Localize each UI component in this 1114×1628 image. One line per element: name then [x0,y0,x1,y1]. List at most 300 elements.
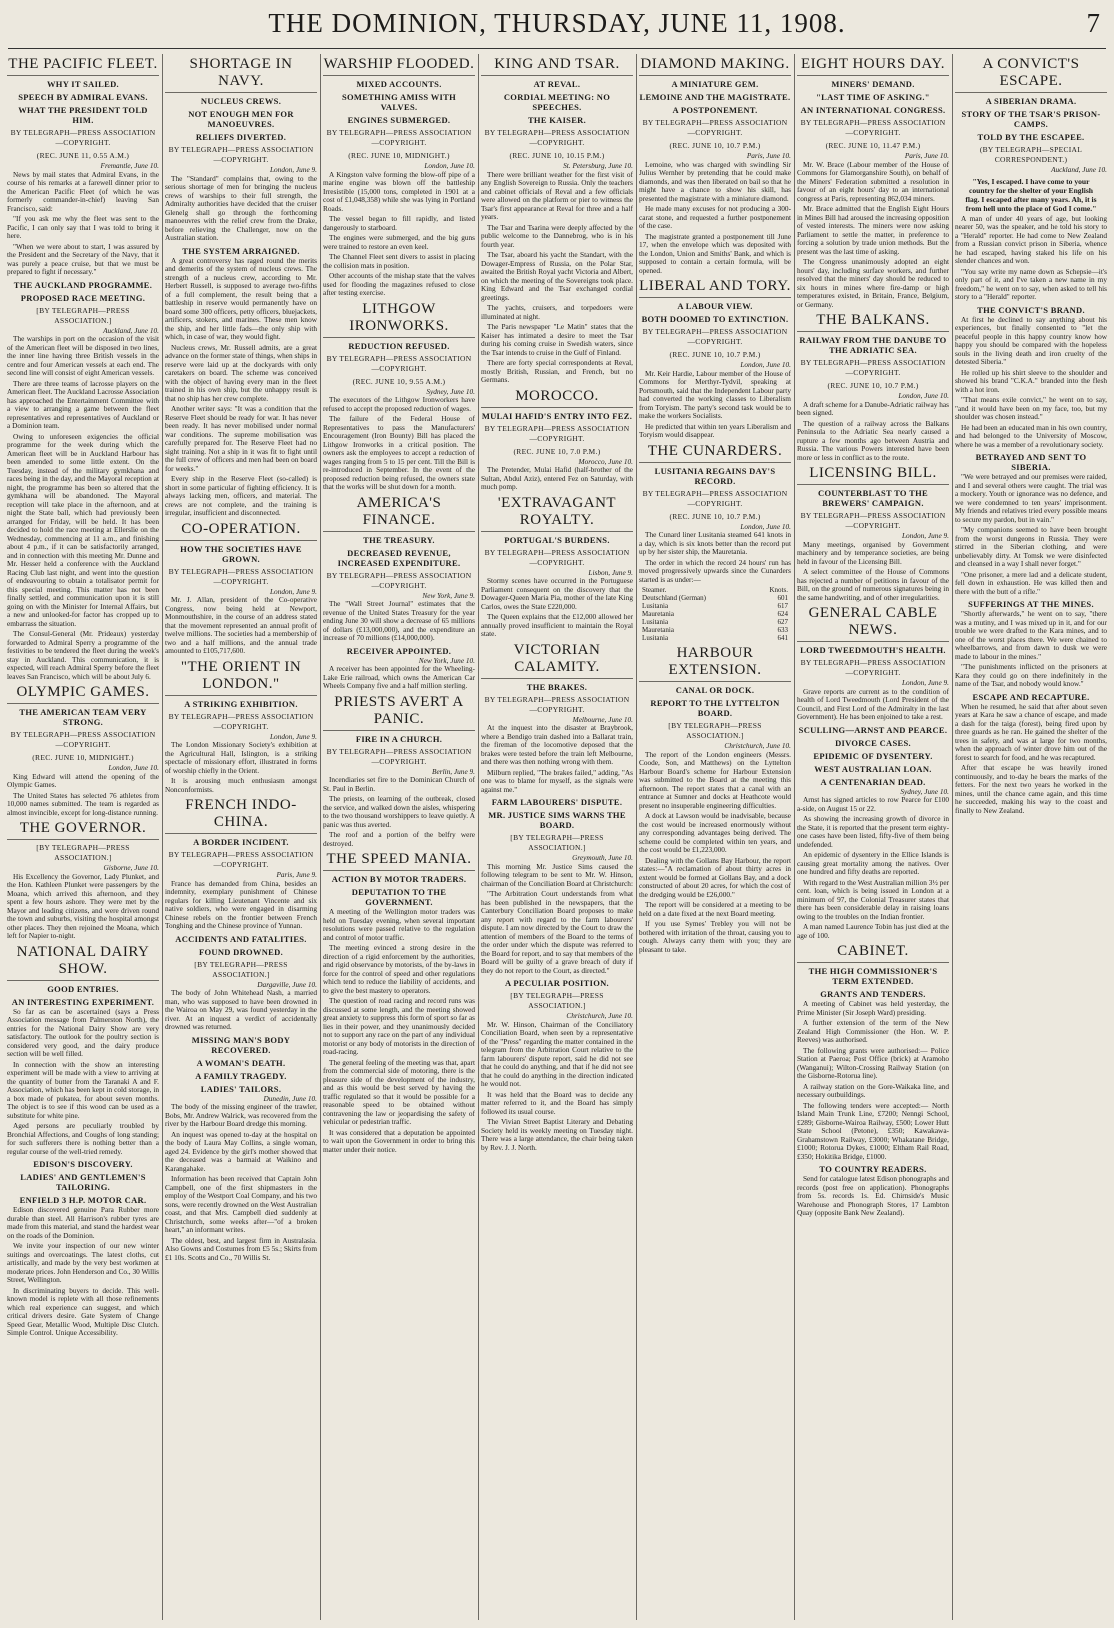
paragraph: There are three teams of lacrosse players on the American fleet. The Auckland Lacrosse Association has approached the Entertainment Committee with a view to arranging a game between the fleet representatives and representatives of Auckland or a Dominion team. [7,378,159,430]
deck-heading: RAILWAY FROM THE DANUBE TO THE ADRIATIC SEA. [799,335,947,355]
paragraph: Mr. Keir Hardie, Labour member of the House of Commons for Merthyr-Tydvil, speaking at Portsmouth, said that the Independent Labour party had converted the working classes to Liberalism from Toryism. The party's second task would be to make the workers Socialists. [639,368,791,420]
table-cell: 601 [777,594,788,602]
received-time: (REC. JUNE 10, 9.55 A.M.) [352,376,446,386]
deck-heading: REPORT TO THE LYTTELTON BOARD. [650,698,780,718]
article [797,56,949,309]
paragraph: The order in which the record 24 hours' run has moved progressively upwards since the Cunarders started is as under:— [639,557,791,584]
paragraph: The Channel Fleet sent divers to assist in placing the collision mats in position. [323,252,475,270]
column-rule [952,54,953,1620]
byline: [BY TELEGRAPH—PRESS ASSOCIATION.] [510,833,604,852]
dateline: Auckland, June 10. [1051,165,1107,174]
byline: BY TELEGRAPH—PRESS ASSOCIATION—COPYRIGHT. [326,570,472,590]
deck-heading: SUFFERINGS AT THE MINES. [968,599,1094,609]
headline: MOROCCO. [481,388,633,408]
article [955,692,1107,816]
deck-heading: THE CONVICT'S BRAND. [977,304,1085,315]
paragraph: "That means exile convict," he went on to say, "and it would have been on my face, too, but my shoulder was chosen instead." [955,395,1107,421]
byline: BY TELEGRAPH—PRESS ASSOCIATION—COPYRIGHT. [642,488,788,508]
column-1 [4,54,162,1624]
paragraph: "The Arbitration Court understands from what has been published in the newspapers, that the Canterbury Conciliation Board proposes to make any report with regard to the farm labourers' dispute. I am now directed by the Court to draw the attention of members of the Board to the terms of the order under which the dispute was referred to the Board for report, and to say that members of the Board will be guilty of a grave breach of duty if they do not report to the Court, as directed." [481,889,633,975]
paragraph: A meeting of Cabinet was held yesterday, the Prime Minister (Sir Joseph Ward) presiding. [797,999,949,1017]
byline: [BY TELEGRAPH—PRESS ASSOCIATION.] [510,991,604,1010]
byline: [BY TELEGRAPH—PRESS ASSOCIATION.] [36,843,130,862]
column-4 [478,54,636,1624]
article [955,56,1107,302]
paragraph: "When we were about to start, I was assured by the President and the Secretary of the Navy, that it was purely a peace cruise, but that we must be prepared to fight if necessary." [7,241,159,276]
dateline: Christchurch, June 10. [566,1011,633,1020]
deck-heading: FIRE IN A CHURCH. [355,733,443,744]
deck-heading: COUNTERBLAST TO THE BREWERS' CAMPAIGN. [818,488,928,508]
paragraph: The question of a railway across the Balkans Peninsula to the Adriatic Sea nearly caused a rupture a few months ago between Austria and Russia. The various Powers interested have been more or less in conflict as to the route. [797,418,949,462]
article [165,797,317,931]
masthead [0,0,1114,52]
paragraph: King Edward will attend the opening of the Olympic Games. [7,771,159,789]
paragraph: The Paris newspaper "Le Matin" states that the Kaiser has intimated a desire to meet the Tsar during his coming cruise in Swedish waters, since the Tsar intends to cruise in the Gulf of Finland. [481,322,633,357]
paragraph: The Tsar and Tsarina were deeply affected by the public welcome to the Dannebrog, who is in his fourth year. [481,222,633,249]
deck-heading: A BORDER INCIDENT. [193,837,289,847]
paragraph: The engines were submerged, and the big guns were trained to restore an even keel. [323,233,475,251]
article [797,312,949,462]
deck-heading: SOMETHING AMISS WITH VALVES. [341,92,456,112]
deck-heading: GOOD ENTRIES. [47,983,119,994]
article [955,452,1107,596]
deck-heading: CANAL OR DOCK. [675,685,755,695]
dateline: London, June 10. [424,161,475,170]
deck-heading: THE KAISER. [527,115,587,125]
paragraph: "My companions seemed to have been brought from the worst dungeons in Russia. They were stirred in the Siberian clothing, and were unbelievably dirty. At Tomsk we were disinfected and cleansed in a way I shall never forget." [955,525,1107,568]
paragraph: The roof and a portion of the belfry were destroyed. [323,830,475,848]
deck-heading: ENFIELD 3 H.P. MOTOR CAR. [19,1195,147,1205]
dateline: Melbourne, June 10. [572,714,633,724]
paragraph: His Excellency the Governor, Lady Plunket, and the Hon. Kathleen Plunket were passengers by the Moana, which arrived this afternoon, and they spent a few hours ashore. They were met by the Mayor and leading citizens, and were driven round the town and suburbs, visiting the hospital amongst other places. They then rejoined the Moana, which left for Napier to-night. [7,871,159,940]
dateline: London, June 9. [901,531,949,540]
paragraph: So far as can be ascertained (says a Press Association message from Palmerston North), the entries for the National Dairy Show are very satisfactory. The outlook for the poultry section is considered very good, and the dairy produce section will be well filled. [7,1006,159,1058]
column-2 [162,54,320,1624]
deck-heading: LORD TWEEDMOUTH'S HEALTH. [800,645,946,655]
deck-heading: WHAT THE PRESIDENT TOLD HIM. [18,105,148,125]
deck-heading: A LABOUR VIEW. [677,301,753,311]
table-cell: Lusitania [642,618,669,626]
deck-heading: A SIBERIAN DRAMA. [985,96,1077,106]
paragraph: "You say write my name down as Schepsie—it's only part of it, and I've taken a new name in my freedom," he went on to say, when asked to tell his story to a "Herald" reporter. [955,266,1107,301]
paragraph: In discriminating buyers to decide. This well-known model is replete with all those refinements which real experience can suggest, and which critical drivers desire. Gate System of Change Speed Gear, Metallic Wood, Multiple Disc Clutch. Simple Control. Unique Accessibility. [7,1285,159,1337]
paragraph: The meeting evinced a strong desire in the direction of a rigid enforcement by the authorities, and rigid observance by motorists, of the by-laws in force for the control of speed and other regulations which tend to reduce the liability of accidents, and to give the best mastery to operators. [323,943,475,995]
paragraph: The "Wall Street Journal" estimates that the revenue of the United States Treasury for the year ending June 30 will show a decrease of 65 millions of dollars (£13,000,000), and the expenditure an increase of 70 millions (£14,000,000). [323,599,475,642]
article [323,495,475,643]
deck-heading: TOLD BY THE ESCAPEE. [977,132,1085,142]
paragraph: The question of road racing and record runs was discussed at some length, and the meeting showed great anxiety to suppress this form of sport so far as lies in their power, and they unanimously decided not to support any race on the part of any individual motorist or any body of motorists in the direction of road-racing. [323,996,475,1056]
deck-heading: NUCLEUS CREWS. [200,96,282,106]
deck-heading: EPIDEMIC OF DYSENTERY. [813,750,933,761]
paragraph: It is arousing much enthusiasm amongst Nonconformists. [165,776,317,794]
paragraph: A draft scheme for a Danube-Adriatic railway has been signed. [797,399,949,417]
deck-heading: LADIES' TAILORS. [200,1083,282,1094]
paragraph: The Consul-General (Mr. Prideaux) yesterday forwarded to Admiral Sperry a programme of the festivities to be tendered the fleet during the week's stay in Auckland. This communication, it is expected, will reach Admiral Sperry before the fleet leaves San Francisco, which will be about July 6. [7,629,159,681]
paragraph: Mr. Brace admitted that the English Eight Hours in Mines Bill had aroused the increasing opposition of vested interests. The miners were now asking Parliament to settle the matter, in preference to forcing a solution by trade union methods. But the present was the last time of asking. [797,204,949,256]
paragraph: An epidemic of dysentery in the Ellice Islands is causing great mortality among the natives. Over one hundred and fifty deaths are reported. [797,850,949,876]
deck-heading: FARM LABOURERS' DISPUTE. [491,797,623,807]
paragraph: At first he declined to say anything about his experiences, but finally consented to "let the peaceful people in this happy country know how happy you should be compared with the hopeless souls in the living death and iron cruelty of the detested Siberia." [955,314,1107,366]
deck-heading: SCULLING—ARNST AND PEARCE. [798,724,948,735]
table-cell: 627 [777,618,788,626]
headline: GENERAL CABLE NEWS. [797,605,949,642]
received-time: (REC. JUNE 10, 10.7 P.M.) [669,141,761,150]
deck-heading: A PECULIAR POSITION. [504,978,609,988]
byline: BY TELEGRAPH—PRESS ASSOCIATION—COPYRIGHT. [10,730,156,749]
article [323,851,475,1154]
deck-heading: MULAI HAFID'S ENTRY INTO FEZ. [481,410,633,421]
table-cell: 624 [777,610,788,618]
dateline: Gisborne, June 10. [103,863,159,872]
deck-heading: THE SYSTEM ARRAIGNED. [182,245,300,256]
dateline: New York, June 9. [422,590,475,600]
deck-heading: LEMOINE AND THE MAGISTRATE. [639,92,791,102]
received-time: (REC. JUNE 10, MIDNIGHT.) [348,151,450,160]
deck-heading: WEST AUSTRALIAN LOAN. [814,763,932,774]
headline: DIAMOND MAKING. [639,56,791,76]
table-row [642,594,788,602]
deck-heading: AN INTERNATIONAL CONGRESS. [800,105,946,115]
deck-heading: THE BRAKES. [526,681,588,692]
paragraph: There are forty special correspondents at Reval, mostly British, Russian, and French, but no Germans. [481,358,633,384]
paragraph: It was held that the Board was to decide any matter referred to it, and the Board has simply followed its usual course. [481,1089,633,1116]
article [481,388,633,492]
dateline: Paris, June 9. [276,870,317,879]
table-cell: Lusitania [642,634,669,642]
paragraph: With regard to the West Australian million 3½ per cent. loan, which is being issued in London at a minimum of 97, the Colonial Treasurer states that there has been considerable delay in raising loans owing to the troubles on the Indian frontier. [797,877,949,921]
article [7,1159,159,1338]
paragraph: At the inquest into the disaster at Braybrook, where a Bendigo train dashed into a Ballarat train, the fireman of the locomotive deposed that the brakes were tested before the train left Melbourne, and there was then nothing wrong with them. [481,723,633,766]
paragraph: "If you ask me why the fleet was sent to the Pacific, I can only say that I was told to bring it here. [7,214,159,240]
column-7 [952,54,1110,1624]
dateline: Dargaville, June 10. [257,979,317,989]
column-rule [478,54,479,1620]
article [165,659,317,795]
masthead-title: THE DOMINION, THURSDAY, JUNE 11, 1908. [268,8,846,38]
byline: BY TELEGRAPH—PRESS ASSOCIATION—COPYRIGHT. [326,128,472,147]
deck-heading: MR. JUSTICE SIMS WARNS THE BOARD. [488,810,626,830]
deck-heading: DECREASED REVENUE, INCREASED EXPENDITURE. [337,547,461,568]
headline: OLYMPIC GAMES. [7,684,159,704]
headline: WARSHIP FLOODED. [323,56,475,76]
paragraph: This morning Mr. Justice Sims caused the following telegram to be sent to Mr. W. Hinson, chairman of the Conciliation Board at Christchurch: [481,861,633,888]
deck-heading: STORY OF THE TSAR'S PRISON-CAMPS. [961,109,1101,129]
article [323,694,475,849]
dateline: St. Petersburg, June 10. [563,161,633,170]
headline: NATIONAL DAIRY SHOW. [7,944,159,981]
paragraph: Dealing with the Gollans Bay Harbour, the report states:—"A reclamation of about thirty acres in extent would be formed at Gollans Bay, and a dock constructed of about 20 acres, for which the cost of the dredging would be £26,000." [639,855,791,899]
deck-heading: RELIEFS DIVERTED. [195,132,287,142]
deck-heading: MIXED ACCOUNTS. [356,79,442,89]
paragraph: The magistrate granted a postponement till June 17, when the envelope which was deposited with the London, Union and Smiths' Bank, and which is supposed to contain a certain formula, will be opened. [639,231,791,275]
headline: KING AND TSAR. [481,56,633,76]
dateline: Dunedin, June 10. [263,1093,317,1103]
paragraph: A great controversy has raged round the merits and demerits of the system of nucleus crews. The strength of a nucleus crew, according to Mr. Herbert Russell, is supposed to average two-fifths of a full complement, the result being that a battleship in reserve would permanently have on board some 300 officers, petty officers, bluejackets, artificers, stokers, and marines. These men know the ship, and her little fads—the only ship with which, in case of war, they would fight. [165,255,317,341]
paragraph: A dock at Lawson would be inadvisable, because the cost would be increased enormously without any corresponding advantages being derived. The scheme could be completed within ten years, and the cost would be £1,223,000. [639,811,791,854]
table-cell: 617 [777,602,788,610]
pull-quote: "Yes, I escaped. I have come to your country for the shelter of your English flag. I escaped after many years. Ah, it is from hell unto the place of God I come." [965,176,1097,213]
byline: BY TELEGRAPH—PRESS ASSOCIATION—COPYRIGHT. [800,118,946,137]
deck-heading: CORDIAL MEETING: NO SPEECHES. [503,92,611,112]
deck-heading: REDUCTION REFUSED. [348,340,450,351]
paragraph: Milburn replied, "The brakes failed," adding, "As one was to blame for myself, as the signals were against me." [481,767,633,794]
paragraph: Grave reports are current as to the condition of health of Lord Tweedmouth (Lord President of the Council, and First Lord of the Admiralty in the last Government). He has been enjoined to take a rest. [797,686,949,721]
column-6 [794,54,952,1624]
paragraph: The executors of the Lithgow Ironworkers have refused to accept the proposed reduction of wages. [323,395,475,413]
article [639,645,791,954]
article [323,56,475,298]
byline: BY TELEGRAPH—PRESS ASSOCIATION—COPYRIGHT. [484,694,630,714]
dateline: London, June 9. [269,586,317,596]
deck-heading: ACCIDENTS AND FATALITIES. [175,933,307,944]
masthead-rule [8,48,1106,49]
headline: LITHGOW IRONWORKS. [323,301,475,338]
dateline: Fremantle, June 10. [100,161,159,170]
deck-heading: BOTH DOOMED TO EXTINCTION. [641,314,789,324]
dateline: Lisbon, June 9. [588,567,633,577]
byline: BY TELEGRAPH—PRESS ASSOCIATION—COPYRIGHT. [326,353,472,373]
paragraph: The Cunard liner Lusitania steamed 641 knots in a day, which is six knots better than the record put up by her sister ship, the Mauretania. [639,530,791,556]
paragraph: The London Missionary Society's exhibition at the Agricultural Hall, Islington, is a striking spectacle of missionary effort, illustrated in forms of worship chiefly in the Orient. [165,740,317,775]
byline: BY TELEGRAPH—PRESS ASSOCIATION—COPYRIGHT. [484,423,630,443]
byline: [BY TELEGRAPH—PRESS ASSOCIATION.] [194,959,288,979]
paragraph: The Vivian Street Baptist Literary and Debating Society held its weekly meeting on Tuesday night. There was a large attendance, the chair being taken by Rev. J. J. North. [481,1117,633,1152]
paragraph: Mr. W. Hinson, Chairman of the Conciliatory Conciliation Board, when seen by a representative of the "Press" regarding the matter contained in the telegram from the Arbitration Court relative to the farm labourers' dispute report, said he did not see that he could do anything, and that if he did not see that he could do anything in the direction indicated he would not. [481,1019,633,1088]
table-row [642,602,788,610]
paragraph: The following grants were authorised:— Police Station at Paeroa; Post Office (brick) at Aramoho (Wanganui); Wilton-Crossing Railway Station (on the Gisborne-Rotorua line). [797,1045,949,1080]
column-rule [320,54,321,1620]
deck-heading: MISSING MAN'S BODY RECOVERED. [191,1034,291,1055]
paragraph: Lemoine, who was charged with swindling Sir Julius Wernher by pretending that he could make diamonds, and was then liberated on bail so that he might have a chance to show his skill, has presented the magistrate with a miniature diamond. [639,159,791,203]
dateline: London, June 10. [108,763,159,772]
article [165,246,317,518]
dateline: London, June 9. [269,165,317,174]
dateline: London, June 10. [898,391,949,400]
article [797,725,949,941]
paragraph: It was considered that a deputation be appointed to wait upon the Government in order to bring this matter under their notice. [323,1127,475,1154]
deck-heading: A CENTENARIAN DEAD. [820,776,926,787]
paragraph: Edison discovered genuine Para Rubber more durable than steel. All Harrison's rubber tyres are made from this material, and stand the hardest wear on the roads of the Dominion. [7,1205,159,1240]
paragraph: A meeting of the Wellington motor traders was held on Tuesday evening, when several important resolutions were passed relative to the regulation and control of motor traffic. [323,907,475,942]
deck-heading: AT REVAL. [533,79,581,89]
deck-heading: A MINIATURE GEM. [671,79,759,89]
article [481,797,633,975]
headline: THE BALKANS. [797,312,949,332]
paragraph: There were brilliant weather for the first visit of any English Sovereign to Russia. Only the teachers and cabinet officials of Reval and a few officials were allowed on the platform or pier to witness the Tsar's first appearance at Reval for three and a half years. [481,169,633,221]
article [639,443,791,643]
deck-heading: FOUND DROWNED. [198,946,283,957]
paragraph: Owing to unforeseen exigencies the official programme for the week during which the American fleet will be in Auckland Harbour has been amended to some little extent. On the Tuesday, instead of the military gymkhana and races being in the day, and the Mayoral reception at night, the programme has been so altered that the gymkhana will be abandoned. The Mayoral reception will take place in the afternoon, and at night the State ball, which had previously been arranged for Friday, will be held. It has been decided to hold the race meeting at Ellerslie on the Wednesday, commencing at 11 a.m., and finishing about 4 p.m., if it can be satisfactorily arranged, and in connection with this meeting Mr. Dunne and Mr. Hesser held a conference with the Auckland Racing Club last night, and went into the question of endeavouring to obtain a totalisator permit for this special meeting. This matter has not been finally settled, and communication upon it is still going on with the Minister for Internal Affairs, but a new and unlooked-for factor has cropped up to embarrass the situation. [7,431,159,628]
article [797,465,949,602]
byline: BY TELEGRAPH—PRESS ASSOCIATION—COPYRIGHT. [10,128,156,147]
headline: HARBOUR EXTENSION. [639,645,791,682]
byline: BY TELEGRAPH—PRESS ASSOCIATION—COPYRIGHT. [642,327,788,346]
headline: SHORTAGE IN NAVY. [165,56,317,93]
deck-heading: ACTION BY MOTOR TRADERS. [331,874,467,884]
dateline: Berlin, June 9. [432,766,475,776]
article [165,56,317,243]
paragraph: The failure of the Federal House of Representatives to pass the Manufacturers' Encouragement (Iron Bounty) Bill has placed the Lithgow Ironworks in a critical position. The owners ask the employees to accept a reduction of wages ranging from 5 to 15 per cent. Till the Bill is re-introduced in September. In the event of the proposed reduction being refused, the owners state that the works will be shut down for a month. [323,414,475,491]
dateline: Paris, June 10. [746,151,791,160]
page-number: 7 [1086,8,1100,38]
table-cell: 633 [777,626,788,634]
headline: LIBERAL AND TORY. [639,278,791,298]
deck-heading: THE AMERICAN TEAM VERY STRONG. [19,707,147,727]
deck-heading: GRANTS AND TENDERS. [820,989,926,999]
paragraph: Information has been received that Captain John Campbell, one of the first shipmasters in the employ of the Westport Coal Company, and his two sons, were recently drowned on the West Australian coast, and that Mrs. Campbell died suddenly at Christchurch, some weeks after—"of a broken heart," an informant writes. [165,1174,317,1234]
deck-heading: SPEECH BY ADMIRAL EVANS. [18,92,148,102]
paragraph: News by mail states that Admiral Evans, in the course of his remarks at a farewell dinner prior to the American Pacific Fleet (of which he was formerly commander-in-chief) leaving San Francisco, said: [7,169,159,213]
paragraph: A receiver has been appointed for the Wheeling-Lake Erie railroad, which owns the American Car Wheels Company five and a half million sterling. [323,664,475,690]
dateline: London, June 10. [740,521,791,531]
byline: BY TELEGRAPH—PRESS ASSOCIATION—COPYRIGHT. [168,850,314,869]
paragraph: The Pretender, Mulai Hafid (half-brother of the Sultan, Abdul Aziz), entered Fez on Saturday, with much pomp. [481,465,633,491]
table-header-cell: Knots. [769,586,788,594]
table-header-cell: Steamer. [642,586,667,594]
article [481,978,633,1152]
headline: AMERICA'S FINANCE. [323,495,475,532]
headline: EIGHT HOURS DAY. [797,56,949,76]
deck-heading: PROPOSED RACE MEETING. [20,292,146,303]
deck-heading: LADIES' AND GENTLEMEN'S TAILORING. [20,1172,146,1192]
paragraph: Arnst has signed articles to row Pearce for £100 a-side, on August 15 or 22. [797,795,949,813]
table-row [642,634,788,642]
article [323,301,475,492]
table-cell: 641 [777,634,788,642]
table-header-row [642,586,788,594]
paragraph: He rolled up his shirt sleeve to the shoulder and showed his brand "C.K.A." branded into the flesh with a hot iron. [955,367,1107,394]
byline: BY TELEGRAPH—PRESS ASSOCIATION—COPYRIGHT. [484,128,630,147]
paragraph: Stormy scenes have occurred in the Portuguese Parliament consequent on the discovery that the Dowager-Queen Maria Pia, mother of the late King Carlos, owes the State £220,000. [481,576,633,611]
headline: A CONVICT'S ESCAPE. [955,56,1107,93]
paragraph: As showing the increasing growth of divorce in the State, it is reported that the present term eighty-one cases have been listed, fifty-five of them being undefended. [797,814,949,849]
byline: BY TELEGRAPH—PRESS ASSOCIATION—COPYRIGHT. [800,658,946,677]
deck-heading: ENGINES SUBMERGED. [347,115,451,125]
paragraph: A man named Laurence Tobin has just died at the age of 100. [797,922,949,940]
byline: [BY TELEGRAPH—PRESS ASSOCIATION.] [668,721,762,740]
table-cell: Lusitania [642,602,669,610]
paragraph: We invite your inspection of our new winter suitings and overcoatings. The latest cloths, cut artistically, and made by the very best workmen at moderate prices. John Henderson and Co., 30 Willis Street, Wellington. [7,1241,159,1284]
headline: THE PACIFIC FLEET. [7,56,159,76]
received-time: (REC. JUNE 11, 0.55 A.M.) [36,151,130,160]
paragraph: The yachts, cruisers, and torpedoers were illuminated at night. [481,303,633,321]
paragraph: He had been an educated man in his own country, and had belonged to the University of Moscow, where he was a member of a revolutionary society. [955,422,1107,449]
headline: THE GOVERNOR. [7,820,159,840]
received-time: (REC. JUNE 10, 7.0 P.M.) [513,446,601,456]
paragraph: The oldest, best, and largest firm in Australasia. Also Gowns and Costumes from £5 5s.; Skirts from £1 10s. Scotts and Co., 70 Willis St. [165,1235,317,1262]
received-time: (REC. JUNE 10, 10.15 P.M.) [509,151,605,160]
article [639,278,791,440]
deck-heading: A STRIKING EXHIBITION. [184,698,298,709]
deck-heading: RECEIVER APPOINTED. [346,645,452,656]
byline: (BY TELEGRAPH—SPECIAL CORRESPONDENT.) [979,145,1083,164]
deck-heading: A WOMAN'S DEATH. [196,1057,286,1068]
dateline: London, June 9. [269,731,317,741]
column-5 [636,54,794,1624]
paragraph: Aged persons are peculiarly troubled by Bronchial Affections, and Coughs of long standing; for such sufferers there is nothing better than a regular course of the well-tried remedy. [7,1121,159,1156]
byline: BY TELEGRAPH—PRESS ASSOCIATION—COPYRIGHT. [800,511,946,530]
byline: BY TELEGRAPH—PRESS ASSOCIATION—COPYRIGHT. [168,145,314,164]
dateline: Paris, June 10. [904,151,949,160]
headline: THE CUNARDERS. [639,443,791,463]
paragraph: Incendiaries set fire to the Dominican Church of St. Paul in Berlin. [323,775,475,793]
deck-heading: A POSTPONEMENT. [672,105,758,115]
column-rule [794,54,795,1620]
article [7,820,159,941]
column-3 [320,54,478,1624]
headline: THE SPEED MANIA. [323,851,475,871]
byline: BY TELEGRAPH—PRESS ASSOCIATION—COPYRIGHT. [326,746,472,766]
table-row [642,618,788,626]
dateline: New York, June 10. [418,655,475,665]
paragraph: A select committee of the House of Commons has rejected a number of petitions in favour of the Bill, on the ground of numerous signatures being in the same handwriting, and of other irregularities. [797,567,949,602]
paragraph: "One prisoner, a mere lad and a delicate student, fell down in exhaustion. He was killed then and there with the butt of a rifle." [955,569,1107,596]
dateline: Christchurch, June 10. [724,741,791,750]
table-cell: Mauretania [642,626,674,634]
paragraph: The Queen explains that the £12,000 allowed her annually proved insufficient to maintain the Royal state. [481,612,633,638]
table-row [642,610,788,618]
deck-heading: MINERS' DEMAND. [831,79,915,89]
record-table [642,586,788,642]
paragraph: Nucleus crews, Mr. Russell admits, are a great advance on the former state of things, when ships in reserve were laid up at the dockyards with only caretakers on board. The scheme was conceived with the object of having every man in the fleet trained in his own ship, but the unhappy result is that no ship has her crew complete. [165,342,317,403]
paragraph: The warships in port on the occasion of the visit of the American fleet will be disposed in two lines, the inner line having three British vessels in the centre and four American vessels at each end. The second line will consist of eight American vessels. [7,334,159,377]
headline: 'EXTRAVAGANT ROYALTY. [481,495,633,532]
paragraph: In connection with the show an interesting experiment will be made with a view to arriving at the quantity of butter from the Taranaki A and F. Association, which has been kept in cold storage, in a box made of pukatea, for about seven months. The object is to see if this wood can be used as a substitute for white pine. [7,1059,159,1120]
table-row [642,626,788,634]
article [955,305,1107,450]
headline: FRENCH INDO-CHINA. [165,797,317,834]
paragraph: The report will be considered at a meeting to be held on a date fixed at the next Board meeting. [639,900,791,918]
article [481,642,633,795]
received-time: (REC. JUNE 10, 10.7 P.M.) [669,350,761,359]
article [165,1035,317,1263]
paragraph: "We were betrayed and our premises were raided, and I and several others were caught. The trial was a mockery. Youth or ignorance was no defence, and we were condemned to ten years' imprisonment. My friends and relatives tried every possible means to secure my pardon, but in vain." [955,472,1107,524]
deck-heading: DEPUTATION TO THE GOVERNMENT. [351,887,447,907]
paragraph: Mr. J. Allan, president of the Co-operative Congress, now being held at Newport, Monmouthshire, in the course of an address stated that the movement represented an annual profit of twelve millions. The societies had a membership of two and a half millions, and the annual trade amounted to £105,717,600. [165,595,317,655]
received-time: (REC. JUNE 10, 10.7 P.M.) [827,381,919,390]
article [639,56,791,275]
paragraph: An inquest was opened to-day at the hospital on the body of Laura May Collins, a single woman, aged 24. Evidence by the girl's mother showed that the deceased was a barmaid at Waikino and Karangahake. [165,1129,317,1173]
paragraph: "Shortly afterwards," he went on to say, "there was a mutiny, and I was mixed up in it, and for our trouble we were drafted to the Kara mines, and to one of the worst places there. We were chained to wheelbarrows, and from dawn to dusk we were made to labour in the mines." [955,609,1107,661]
paragraph: The priests, on learning of the outbreak, closed the service, and walked down the aisles, whispering to the two thousand worshippers to leave quietly. A panic was thus averted. [323,794,475,829]
paragraph: Another writer says: "It was a condition that the Reserve Fleet should be ready for war. It has never been ready. It has never mobilised under normal war conditions. The supreme mobilisation was carefully prepared for. The Reserve Fleet had no sight training. Not a ship in it was fit to fight until the full crew of officers and men had been on board for weeks." [165,404,317,473]
dateline: Sydney, June 10. [426,386,475,396]
article [7,56,159,277]
paragraph: The report of the London engineers (Messrs. Coode, Son, and Matthews) on the Lyttelton Harbour Board's scheme for Harbour Extension was submitted to the Board at the meeting this afternoon. The report states that a canal with an entrance at Sumner and docks at Heathcote would present no insuperable engineering difficulties. [639,749,791,810]
deck-heading: BETRAYED AND SENT TO SIBERIA. [975,452,1087,472]
byline: BY TELEGRAPH—PRESS ASSOCIATION—COPYRIGHT. [800,358,946,377]
deck-heading: LUSITANIA REGAINS DAY'S RECORD. [654,465,776,486]
deck-heading: HOW THE SOCIETIES HAVE GROWN. [180,543,302,564]
deck-heading: A FAMILY TRAGEDY. [195,1070,287,1081]
article [797,1164,949,1218]
dateline: Auckland, June 10. [103,325,159,335]
deck-heading: THE AUCKLAND PROGRAMME. [13,279,153,290]
deck-heading: "LAST TIME OF ASKING." [816,92,930,102]
article [7,280,159,682]
paragraph: He predicted that within ten years Liberalism and Toryism would disappear. [639,421,791,439]
deck-heading: THE TREASURY. [363,534,435,545]
dateline: Greymouth, June 10. [572,853,633,862]
paragraph: The following tenders were accepted:— North Island Main Trunk Line, £7200; Nenngi School, £289; Gisborne-Wairoa Railway, £500; Lower Hutt State School (Petone), £350; Kawakawa-Grahamstown Railway, £3000; Whakatane Bridge, £1000; Rotorua Dykes, £1000; Eltham Rail Road, £350; Hokitika Bridge, £1000. [797,1100,949,1161]
article [481,56,633,385]
received-time: (REC. JUNE 10, 10.7 P.M.) [669,511,761,521]
paragraph: Other accounts of the mishap state that the valves used for flooding the magazines refused to close after testing exercise. [323,271,475,297]
dateline: London, June 9. [901,678,949,687]
byline: BY TELEGRAPH—PRESS ASSOCIATION—COPYRIGHT. [642,118,788,137]
dateline: London, June 10. [740,360,791,369]
deck-heading: TO COUNTRY READERS. [819,1164,927,1174]
